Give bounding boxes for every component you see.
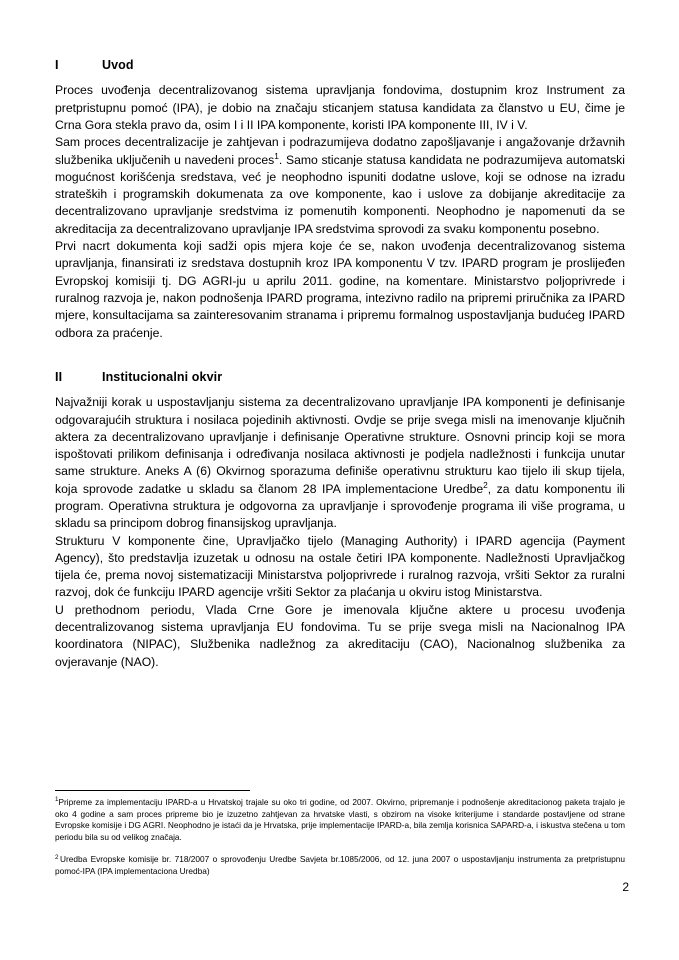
footnote-2-text: Uredba Evropske komisije br. 718/2007 o sprovođenju Uredbe Savjeta br.1085/2006, od 12. juna 2007 o uspostavljanju instrumenta za pretpristupnu pomoć-IPA (IPA implementaciona Uredba) (55, 854, 625, 876)
page-number: 2 (622, 880, 629, 894)
paragraph-framework-1 (55, 394, 625, 532)
paragraph-text-after-footnote-ref: . Samo sticanje statusa kandidata ne podrazumijeva automatski mogućnost korišćenja sredstava, već je neophodno ispuniti dodatne uslove, koji se odnose na izradu strateških i programskih dokumenata za ove komponente, kao i uslove za dobijanje akreditacije za decentralizovano upravljanje sredstvima iz pomenutih komponenti. Neophodno je napomenuti da se akreditacija za decentralizovano upravljanje IPA sredstvima sprovodi za svaku komponentu posebno. (55, 152, 625, 236)
footnote-area (55, 790, 625, 878)
section-numeral: II (55, 369, 63, 384)
section-numeral: I (55, 58, 59, 72)
footnote-1-marker: 1 (55, 796, 59, 804)
footnote-reference-1[interactable]: 1 (274, 150, 279, 161)
paragraph-intro-3: Prvi nacrt dokumenta koji sadži opis mjera koje će se, nakon uvođenja decentralizovanog sistema upravljanja, finansirati iz sredstava dostupnih kroz IPA komponentu V tzv. IPARD program je proslijeđen Evropskoj komisiji tj. DG AGRI-ju u aprilu 2011. godine, na komentare. Ministarstvo poljoprivrede i ruralnog razvoja je, nakon podnošenja IPARD programa, intezivno radilo na pripremi priručnika za IPARD mjere, konsultacijama sa zainteresovanim stranama i pripremu formalnog uspostavljanja budućeg IPARD odbora za praćenje. (55, 239, 625, 340)
page-content (55, 0, 625, 671)
paragraph-intro-1: Proces uvođenja decentralizovanog sistema upravljanja fondovima, dostupnim kroz Instrument za pretpristupnu pomoć (IPA), je dobio na značaju sticanjem statusa kandidata za članstvo u EU, čime je Crna Gora stekla pravo da, osim I i II IPA komponente, koristi IPA komponente III, IV i V. (55, 83, 625, 132)
paragraph-text-before-footnote-ref: Najvažniji korak u uspostavljanju sistema za decentralizovano upravljanje IPA komponenti je definisanje odgovarajućih struktura i nosilaca pojedinih aktivnosti. Ovdje se prije svega misli na imenovanje ključnih aktera za decentralizovano upravljanje i definisanje Operativne strukture. Osnovni princip koji se mora ispoštovati prilikom definisanja i određivanja nosilaca aktivnosti je podjela nadležnosti i funkcija unutar same strukture. Aneks A (6) Okvirnog sporazuma definiše operativnu strukturu kao tijelo ili skup tijela, koja sprovode zadatke u skladu sa članom 28 IPA implementacione Uredbe (55, 395, 625, 496)
paragraph-text-after-footnote-ref: , za datu komponentu ili program. Operativna struktura je odgovorna za upravljanje i sprovođenje programa ili više programa, u skladu sa principom dobrog finansijskog upravljanja. (55, 481, 625, 531)
footnote-1-text: Pripreme za implementaciju IPARD-a u Hrvatskoj trajale su oko tri godine, od 2007. Okvirno, pripremanje i podnošenje akreditacionog paketa trajalo je oko 4 godine a sam proces pripreme bio je izuzetno zahtjevan za hrvatske vlasti, s obzirom na visoke kriterijume i standarde postavljene od strane Evropske komisije i DG AGRI. Neophodno je istaći da je Hrvatska, prije implementacije IPARD-a, bila zemlja korisnica SAPARD-a, i iskustva stečena u tom periodu bila su od velikog značaja. (55, 797, 625, 842)
section-title: Institucionalni okvir (102, 369, 223, 384)
footnote-1 (55, 797, 625, 843)
footnote-2-marker: 2 (55, 853, 59, 861)
footnote-reference-2[interactable]: 2 (483, 479, 488, 490)
section-heading-uvod (55, 58, 625, 72)
paragraph-text-before-footnote-ref: Sam proces decentralizacije je zahtjevan i podrazumijeva dodatno zapošljavanje i angažovanje državnih službenika uključenih u navedeni proces (55, 135, 625, 167)
paragraph-intro-2 (55, 134, 625, 238)
section-title: Uvod (102, 58, 134, 72)
footnote-separator-rule (55, 790, 250, 791)
footnote-2 (55, 854, 625, 877)
paragraph-framework-2: Strukturu V komponente čine, Upravljačko tijelo (Managing Authority) i IPARD agencija (Payment Agency), što predstavlja izuzetak u odnosu na ostale četiri IPA komponente. Nadležnosti Upravljačkog tijela će, prema novoj sistematizaciji Ministarstva poljoprivrede i ruralnog razvoja, vršiti Sektor za ruralni razvoj, dok će funkciju IPARD agencije vršiti Sektor za plaćanja u okviru istog Ministarstva. (55, 533, 625, 600)
section-heading-institucionalni-okvir (55, 370, 625, 384)
paragraph-framework-3: U prethodnom periodu, Vlada Crne Gore je imenovala ključne aktere u procesu uvođenja decentralizovanog sistema upravljanja EU fondovima. Tu se prije svega misli na Nacionalnog IPA koordinatora (NIPAC), Službenika nadležnog za akreditaciju (CAO), Nacionalnog službenika za ovjeravanje (NAO). (55, 602, 625, 669)
